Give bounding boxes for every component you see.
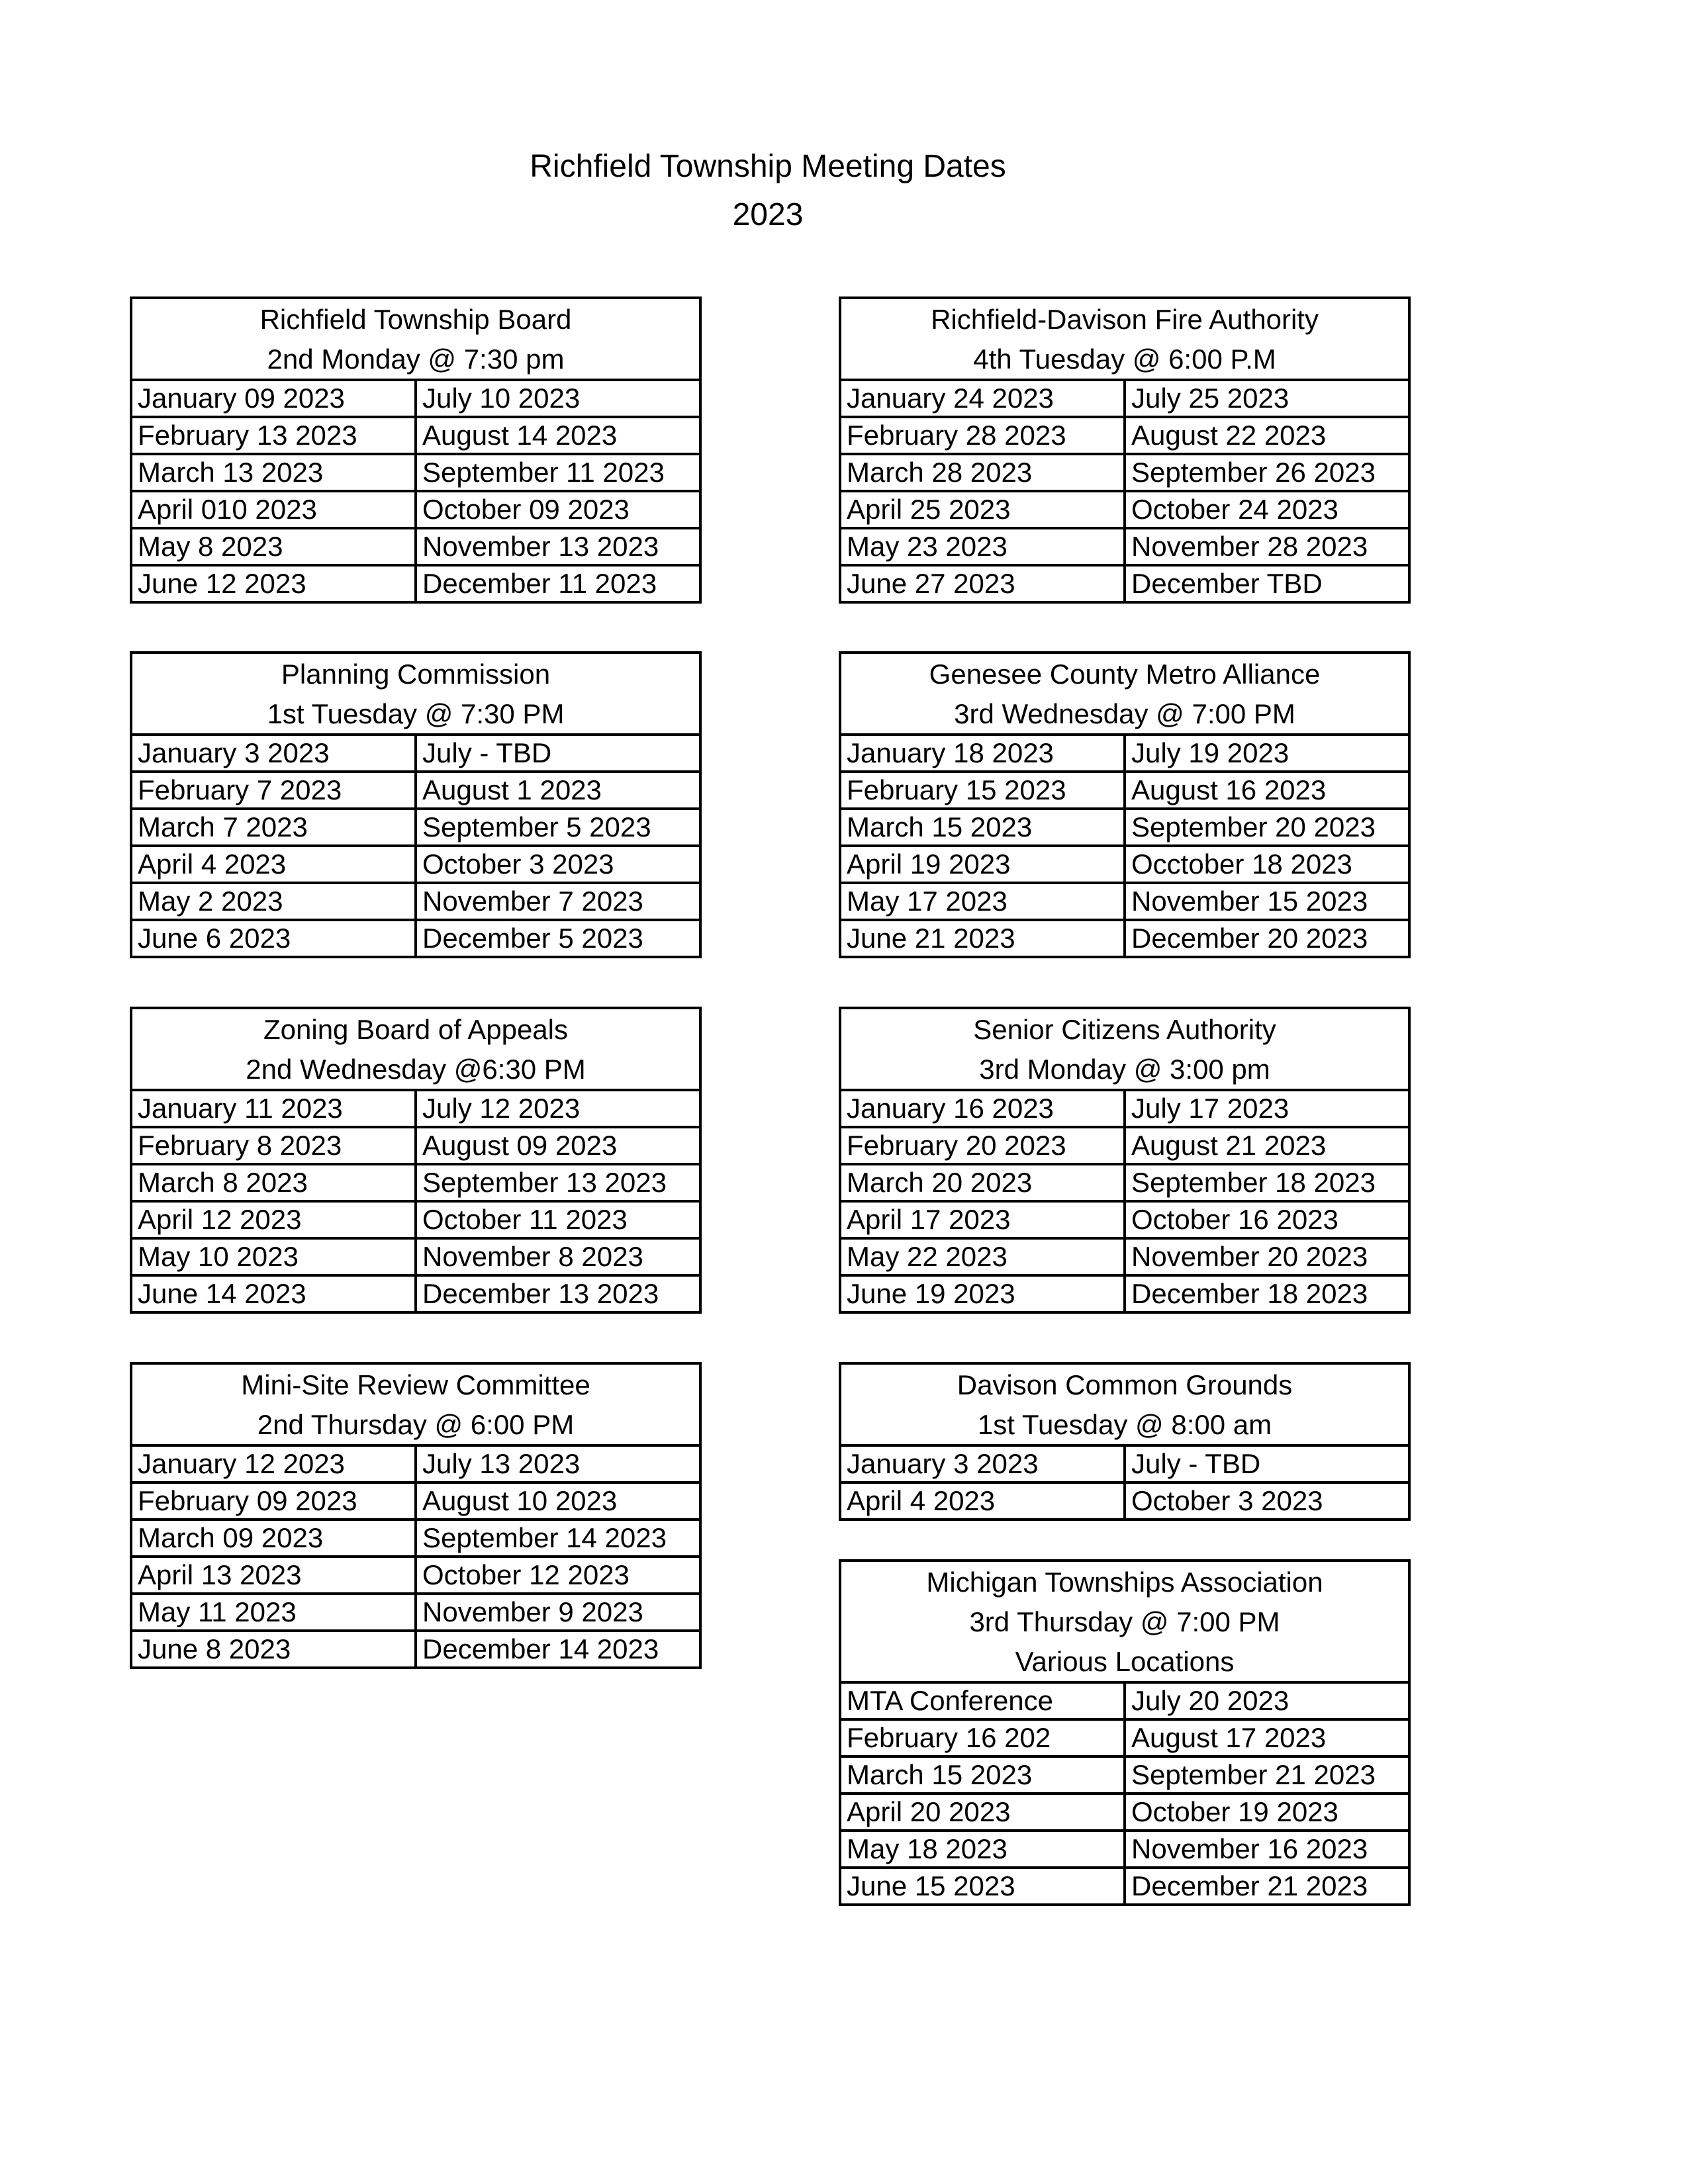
meeting-date-jan-jun: February 16 202	[840, 1719, 1125, 1756]
senior-citizens-table	[839, 1007, 1411, 1314]
meeting-date-jan-jun: March 13 2023	[131, 454, 416, 491]
document-year: 2023	[732, 197, 804, 232]
meeting-date-jan-jun: January 16 2023	[840, 1090, 1125, 1127]
table-row	[840, 1127, 1409, 1164]
table-row	[840, 528, 1409, 565]
meeting-date-jan-jun: March 15 2023	[840, 809, 1125, 846]
meeting-schedule: 2nd Monday @ 7:30 pm	[267, 343, 565, 375]
meeting-date-jul-dec: August 1 2023	[416, 772, 700, 809]
meeting-schedule: 1st Tuesday @ 8:00 am	[977, 1409, 1272, 1440]
table-row	[840, 1868, 1409, 1905]
meeting-date-jul-dec: November 15 2023	[1125, 883, 1409, 920]
meeting-date-jul-dec: October 11 2023	[416, 1201, 700, 1238]
meeting-date-jan-jun: January 24 2023	[840, 380, 1125, 417]
meeting-date-jul-dec: July 12 2023	[416, 1090, 700, 1127]
table-body	[840, 380, 1409, 602]
table-row	[840, 1238, 1409, 1275]
meeting-date-jan-jun: March 09 2023	[131, 1520, 416, 1557]
meeting-date-jul-dec: August 17 2023	[1125, 1719, 1409, 1756]
table-row	[840, 920, 1409, 957]
meeting-date-jan-jun: May 11 2023	[131, 1594, 416, 1631]
meeting-date-jan-jun: June 27 2023	[840, 565, 1125, 602]
meeting-date-jul-dec: October 3 2023	[416, 846, 700, 883]
meeting-date-jul-dec: December 5 2023	[416, 920, 700, 957]
table-header	[840, 1363, 1409, 1445]
table-row	[131, 565, 700, 602]
meeting-date-jul-dec: October 19 2023	[1125, 1794, 1409, 1831]
meeting-date-jan-jun: February 13 2023	[131, 417, 416, 454]
meeting-date-jul-dec: November 28 2023	[1125, 528, 1409, 565]
meeting-schedule: 3rd Thursday @ 7:00 PM	[969, 1606, 1280, 1637]
meeting-date-jan-jun: January 3 2023	[840, 1445, 1125, 1482]
meeting-schedule: 3rd Monday @ 3:00 pm	[979, 1054, 1270, 1085]
meeting-date-jul-dec: July - TBD	[1125, 1445, 1409, 1482]
table-row	[840, 809, 1409, 846]
table-row	[840, 380, 1409, 417]
table-header	[840, 298, 1409, 380]
meeting-date-jan-jun: May 17 2023	[840, 883, 1125, 920]
meeting-schedule: 2nd Thursday @ 6:00 PM	[257, 1409, 575, 1440]
committee-name: Zoning Board of Appeals	[263, 1014, 568, 1045]
meeting-date-jul-dec: September 14 2023	[416, 1520, 700, 1557]
table-row	[840, 772, 1409, 809]
table-header	[840, 1008, 1409, 1090]
meeting-date-jul-dec: September 13 2023	[416, 1164, 700, 1201]
table-body	[840, 1445, 1409, 1520]
table-row	[840, 1164, 1409, 1201]
table-header	[131, 653, 700, 735]
meeting-date-jan-jun: May 23 2023	[840, 528, 1125, 565]
meeting-date-jul-dec: September 21 2023	[1125, 1756, 1409, 1794]
table-row	[840, 883, 1409, 920]
meeting-date-jul-dec: October 09 2023	[416, 491, 700, 528]
meeting-date-jan-jun: April 19 2023	[840, 846, 1125, 883]
meeting-date-jan-jun: April 25 2023	[840, 491, 1125, 528]
meeting-date-jul-dec: July - TBD	[416, 735, 700, 772]
meeting-date-jul-dec: September 18 2023	[1125, 1164, 1409, 1201]
document-title: Richfield Township Meeting Dates	[530, 149, 1006, 184]
table-body	[131, 735, 700, 957]
meeting-date-jan-jun: April 010 2023	[131, 491, 416, 528]
meeting-date-jan-jun: January 09 2023	[131, 380, 416, 417]
table-header	[840, 653, 1409, 735]
meeting-date-jul-dec: November 8 2023	[416, 1238, 700, 1275]
committee-name: Senior Citizens Authority	[973, 1014, 1276, 1045]
meeting-date-jan-jun: May 10 2023	[131, 1238, 416, 1275]
table-row	[131, 1594, 700, 1631]
table-row	[131, 920, 700, 957]
meeting-date-jan-jun: April 12 2023	[131, 1201, 416, 1238]
table-row	[131, 491, 700, 528]
table-row	[131, 417, 700, 454]
meeting-date-jan-jun: May 18 2023	[840, 1831, 1125, 1868]
meeting-date-jul-dec: August 16 2023	[1125, 772, 1409, 809]
meeting-date-jan-jun: January 18 2023	[840, 735, 1125, 772]
table-row	[131, 1201, 700, 1238]
committee-name: Richfield Township Board	[259, 304, 572, 335]
meeting-date-jan-jun: March 20 2023	[840, 1164, 1125, 1201]
meeting-date-jan-jun: January 12 2023	[131, 1445, 416, 1482]
meeting-date-jan-jun: April 20 2023	[840, 1794, 1125, 1831]
table-row	[840, 1445, 1409, 1482]
table-row	[131, 1520, 700, 1557]
meeting-date-jul-dec: October 12 2023	[416, 1557, 700, 1594]
meeting-date-jan-jun: June 12 2023	[131, 565, 416, 602]
table-row	[131, 772, 700, 809]
table-row	[131, 735, 700, 772]
table-row	[840, 1275, 1409, 1312]
meeting-date-jan-jun: April 13 2023	[131, 1557, 416, 1594]
mini-site-review-table	[130, 1362, 702, 1669]
table-row	[840, 1682, 1409, 1719]
meeting-date-jan-jun: June 15 2023	[840, 1868, 1125, 1905]
table-row	[840, 1201, 1409, 1238]
table-body	[840, 735, 1409, 957]
meeting-date-jan-jun: June 6 2023	[131, 920, 416, 957]
meeting-date-jan-jun: January 11 2023	[131, 1090, 416, 1127]
table-row	[840, 1090, 1409, 1127]
meeting-date-jul-dec: December TBD	[1125, 565, 1409, 602]
table-row	[131, 1238, 700, 1275]
table-row	[131, 528, 700, 565]
table-row	[131, 380, 700, 417]
meeting-date-jul-dec: August 14 2023	[416, 417, 700, 454]
meeting-date-jul-dec: July 25 2023	[1125, 380, 1409, 417]
meeting-date-jul-dec: July 17 2023	[1125, 1090, 1409, 1127]
meeting-date-jan-jun: January 3 2023	[131, 735, 416, 772]
meeting-date-jan-jun: June 21 2023	[840, 920, 1125, 957]
table-row	[131, 1482, 700, 1520]
meeting-date-jan-jun: March 7 2023	[131, 809, 416, 846]
meeting-date-jul-dec: December 20 2023	[1125, 920, 1409, 957]
meeting-schedule: 3rd Wednesday @ 7:00 PM	[954, 698, 1295, 729]
meeting-date-jul-dec: December 18 2023	[1125, 1275, 1409, 1312]
meeting-date-jan-jun: March 28 2023	[840, 454, 1125, 491]
meeting-date-jan-jun: February 20 2023	[840, 1127, 1125, 1164]
table-header	[840, 1561, 1409, 1682]
meeting-date-jan-jun: May 8 2023	[131, 528, 416, 565]
meeting-date-jul-dec: November 9 2023	[416, 1594, 700, 1631]
meeting-schedule: 4th Tuesday @ 6:00 P.M	[973, 343, 1276, 375]
committee-name: Michigan Townships Association	[926, 1567, 1323, 1598]
meeting-date-jul-dec: July 10 2023	[416, 380, 700, 417]
table-row	[131, 846, 700, 883]
committee-name: Mini-Site Review Committee	[241, 1369, 590, 1400]
table-row	[131, 1631, 700, 1668]
meeting-location: Various Locations	[1015, 1646, 1235, 1677]
meeting-date-jul-dec: September 26 2023	[1125, 454, 1409, 491]
table-row	[131, 1275, 700, 1312]
meeting-date-jul-dec: November 7 2023	[416, 883, 700, 920]
table-row	[131, 1164, 700, 1201]
meeting-date-jul-dec: August 21 2023	[1125, 1127, 1409, 1164]
meeting-date-jan-jun: April 4 2023	[840, 1482, 1125, 1520]
table-row	[131, 1127, 700, 1164]
meeting-date-jan-jun: February 7 2023	[131, 772, 416, 809]
meeting-date-jan-jun: February 15 2023	[840, 772, 1125, 809]
meeting-schedule: 1st Tuesday @ 7:30 PM	[267, 698, 565, 729]
meeting-date-jan-jun: February 8 2023	[131, 1127, 416, 1164]
table-row	[840, 417, 1409, 454]
table-row	[840, 846, 1409, 883]
table-row	[840, 1482, 1409, 1520]
meeting-date-jan-jun: February 28 2023	[840, 417, 1125, 454]
table-row	[840, 565, 1409, 602]
table-row	[131, 454, 700, 491]
table-body	[131, 380, 700, 602]
meeting-date-jul-dec: September 11 2023	[416, 454, 700, 491]
table-row	[840, 1719, 1409, 1756]
meeting-date-jul-dec: October 16 2023	[1125, 1201, 1409, 1238]
table-row	[840, 491, 1409, 528]
meeting-date-jan-jun: May 22 2023	[840, 1238, 1125, 1275]
meeting-date-jul-dec: December 14 2023	[416, 1631, 700, 1668]
planning-commission-table	[130, 651, 702, 958]
table-row	[131, 883, 700, 920]
table-row	[131, 1557, 700, 1594]
meeting-date-jan-jun: May 2 2023	[131, 883, 416, 920]
meeting-date-jan-jun: April 4 2023	[131, 846, 416, 883]
committee-name: Genesee County Metro Alliance	[929, 659, 1321, 690]
meeting-date-jul-dec: November 16 2023	[1125, 1831, 1409, 1868]
table-row	[131, 1090, 700, 1127]
table-row	[840, 1794, 1409, 1831]
table-header	[131, 1008, 700, 1090]
meeting-date-jan-jun: February 09 2023	[131, 1482, 416, 1520]
meeting-date-jan-jun: June 14 2023	[131, 1275, 416, 1312]
table-body	[840, 1682, 1409, 1905]
meeting-date-jul-dec: September 20 2023	[1125, 809, 1409, 846]
mta-table	[839, 1559, 1411, 1906]
meeting-date-jul-dec: October 24 2023	[1125, 491, 1409, 528]
meeting-date-jul-dec: December 11 2023	[416, 565, 700, 602]
table-header	[131, 298, 700, 380]
table-row	[131, 809, 700, 846]
meeting-date-jul-dec: December 13 2023	[416, 1275, 700, 1312]
table-body	[131, 1445, 700, 1668]
meeting-date-jul-dec: August 22 2023	[1125, 417, 1409, 454]
table-row	[840, 454, 1409, 491]
table-body	[840, 1090, 1409, 1312]
meeting-date-jan-jun: March 15 2023	[840, 1756, 1125, 1794]
committee-name: Davison Common Grounds	[957, 1369, 1293, 1400]
table-header	[131, 1363, 700, 1445]
table-row	[840, 1756, 1409, 1794]
table-row	[131, 1445, 700, 1482]
table-row	[840, 735, 1409, 772]
common-grounds-table	[839, 1362, 1411, 1521]
township-board-table	[130, 296, 702, 604]
committee-name: Richfield-Davison Fire Authority	[931, 304, 1319, 335]
meeting-date-jul-dec: July 20 2023	[1125, 1682, 1409, 1719]
meeting-date-jul-dec: August 09 2023	[416, 1127, 700, 1164]
meeting-date-jul-dec: July 19 2023	[1125, 735, 1409, 772]
meeting-date-jan-jun: June 19 2023	[840, 1275, 1125, 1312]
meeting-date-jul-dec: December 21 2023	[1125, 1868, 1409, 1905]
fire-authority-table	[839, 296, 1411, 604]
metro-alliance-table	[839, 651, 1411, 958]
committee-name: Planning Commission	[281, 659, 551, 690]
meeting-date-jul-dec: September 5 2023	[416, 809, 700, 846]
meeting-date-jul-dec: Occtober 18 2023	[1125, 846, 1409, 883]
meeting-date-jul-dec: August 10 2023	[416, 1482, 700, 1520]
table-row	[840, 1831, 1409, 1868]
meeting-date-jan-jun: MTA Conference	[840, 1682, 1125, 1719]
meeting-date-jan-jun: June 8 2023	[131, 1631, 416, 1668]
meeting-date-jul-dec: November 20 2023	[1125, 1238, 1409, 1275]
meeting-date-jan-jun: March 8 2023	[131, 1164, 416, 1201]
zoning-board-table	[130, 1007, 702, 1314]
meeting-date-jul-dec: October 3 2023	[1125, 1482, 1409, 1520]
meeting-schedule: 2nd Wednesday @6:30 PM	[246, 1054, 586, 1085]
meeting-date-jan-jun: April 17 2023	[840, 1201, 1125, 1238]
meeting-date-jul-dec: November 13 2023	[416, 528, 700, 565]
meeting-date-jul-dec: July 13 2023	[416, 1445, 700, 1482]
table-body	[131, 1090, 700, 1312]
